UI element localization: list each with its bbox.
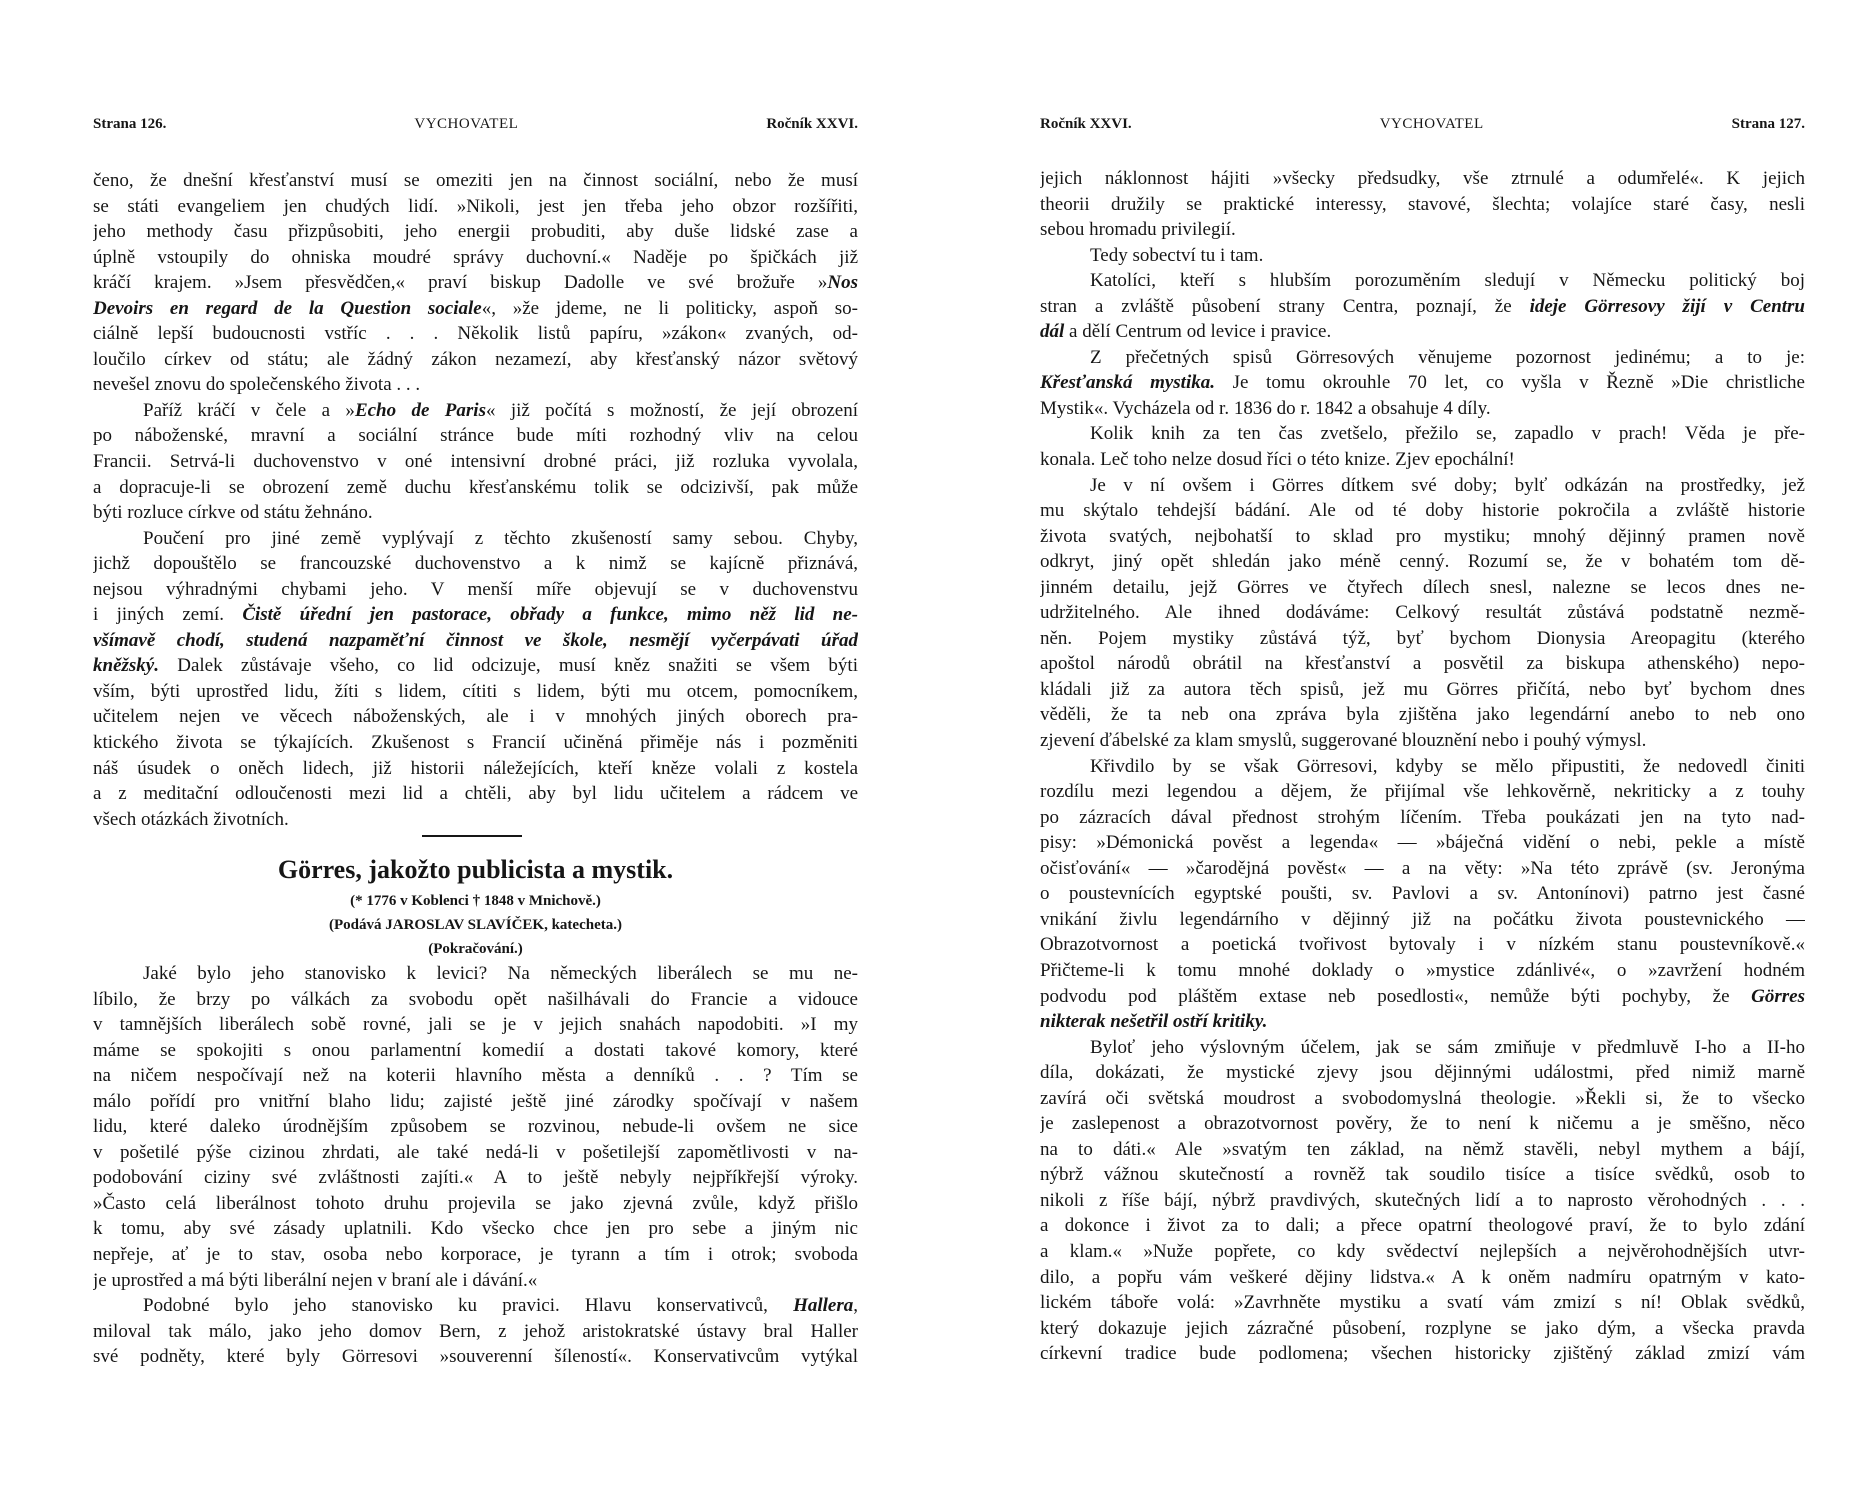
text-line: apoštol národů obrátil na křesťanství a posvětil za biskupa athenského) nepo- [1040,653,1805,675]
text-line: podobování ciziny své zvláštnosti zajíti.« A to ještě nebyly nejpříkřejší výroky. [93,1167,858,1189]
text-line: čeno, že dnešní křesťanství musí se omeziti jen na činnost sociální, nebo že musí [93,170,858,191]
italic-text: Görres [1751,985,1805,1007]
text-segment: Paříž kráčí v čele a » [143,399,355,421]
text-line: kládali již za autora těch spisů, jež mu Görres přičítá, nebo byť bychom dnes [1040,678,1805,700]
text-line: života svatých, nejbohatší to sklad pro mystiku; mnohý dějinný pramen nově [1040,525,1805,547]
text-line: Z přečetných spisů Görresových věnujeme pozornost jedinému; a to je: [1090,346,1805,368]
text-line: pisy: »Démonická pověst a legenda« — »báječná vidění o nebi, pekle a místě [1040,832,1805,854]
text-line: věděli, že ta neb ona zpráva byla zjištěna jako legendární anebo to neb ono [1040,704,1805,726]
text-line: »Často celá liberálnost tohoto druhu projevila se jako zjevná zvůle, když přišlo [93,1192,858,1214]
text-line: ciálně lepší budoucnosti vstříc . . . Několik listů papíru, »zákon« zvaných, od- [93,323,858,345]
text-line: vším, býti uprostřed lidu, žíti s lidem, cítiti s lidem, býti mu otcem, pomocníkem, [93,680,858,702]
text-line: který dokazuje jejich zázračné působení, rozplyne se jako dým, a všecka pravda [1040,1317,1805,1339]
text-line: Katolíci, kteří s hlubším porozuměním sledují v Německu politický boj [1090,270,1805,292]
italic-text: Čistě úřední jen pastorace, obřady a funkce, mimo něž lid ne- [242,604,858,626]
article-continuation: (Pokračování.) [428,941,523,957]
paragraph [1040,268,1805,345]
text-line: theorii družily se praktické interessy, stavové, šlechta; volajíce staré časy, nesli [1040,193,1805,215]
article-text-right [1040,166,1805,1367]
text-line: Byloť jeho výslovným účelem, jak se sám zmiňuje v předmluvě I-ho a II-ho [1090,1036,1805,1058]
text-line: konala. Leč toho nelze dosud říci o této knize. Zjev epochální! [1040,449,1515,471]
text-line: něn. Pojem mystiky zůstává týž, byť bychom Dionysia Areopagitu (kterého [1040,627,1805,649]
text-line: udržitelného. Ale ihned dodáváme: Celkový resultát zůstává podstatně nezmě- [1040,602,1805,624]
text-line [1040,1009,1805,1035]
text-line: po náboženské, mravní a sociální stránce bude míti rozhodný vliv na celou [93,425,858,447]
paragraph [1040,166,1805,243]
text-line [93,296,858,322]
text-line: k tomu, aby své zásady uplatnili. Kdo všecko chce jen pro sebe a jiným nic [93,1218,858,1240]
paragraph [1040,243,1805,269]
left-page-continued-text [93,168,858,832]
italic-text: Echo de Paris [354,399,486,421]
text-segment: i jiných zemí. [93,604,243,626]
paragraph [93,398,858,526]
text-line: sebou hromadu privilegií. [1040,219,1236,241]
text-line: jinném detailu, jejž Görres ve čtyřech dílech snesl, nalezne se lecos dnes ne- [1040,576,1805,598]
text-line: očisťování« — »čarodějná pověst« — a na věty: »Na této zprávě (sv. Jeronýma [1040,857,1805,879]
text-line: jejich náklonnost hájiti »všecky předsudky, vše ztrnulé a odumřelé«. K jejich [1040,168,1805,189]
article-text-left [93,961,858,1370]
text-line: odkryt, jiný opět shledán jako méně cenný. Rozumí se, že v bohatém tom dě- [1040,551,1805,573]
italic-text: dál [1040,321,1065,343]
text-line: a dokonce i život za to dali; a přece opatrní theologové praví, že to bylo zdání [1040,1215,1805,1237]
paragraph [93,961,858,1293]
italic-text: kněžský. [93,655,159,677]
text-line [93,270,858,296]
text-line: a dopracuje-li se obrození země duchu křesťanskému tolik se odcizivší, pak může [93,476,858,498]
italic-text: Devoirs en regard de la Question sociale [93,297,482,319]
text-line [93,398,858,424]
text-line: vnikání živlu legendárního v dějinný již na počátku života poustevnického — [1040,908,1805,930]
text-line: nepřeje, ať je to stav, osoba nebo korporace, je tyrann a tím i otrok; svoboda [93,1244,858,1266]
article-author: (Podává JAROSLAV SLAVÍČEK, katecheta.) [329,917,622,933]
text-segment: Podobné bylo jeho stanovisko ku pravici. Hlavu konservativců, [143,1295,794,1317]
text-segment: Je tomu okrouhle 70 let, co vyšla v Řezně »Die christliche [1214,372,1805,394]
text-line: Jaké bylo jeho stanovisko k levici? Na německých liberálech se mu ne- [143,963,858,984]
text-line [93,628,858,654]
text-line: úplně vstoupily do ohniska moudré správy duchovní.« Naděje po špičkách již [93,246,858,268]
text-line: Je v ní ovšem i Görres dítkem své doby; bylť odkázán na prostředky, jež [1090,474,1805,496]
text-line: zavírá oči světská moudrost a svobodomyslná theologie. »Řekli si, že to všecko [1040,1087,1805,1109]
text-line: jichž dopouštělo se francouzské duchovenstvo a k nimž se kajícně přiznává, [93,553,858,575]
text-line [1040,370,1805,396]
text-line: a klam.« »Nuže popřete, co kdy svědectví nejlepších a nejvěrohodnějších utvr- [1040,1240,1805,1262]
text-line: nejsou výhradnými chybami jeho. V menší míře objevují se v duchovenstvu [93,578,858,600]
text-line: máme se spokojiti s onou parlamentní komedií a dostati takové komory, které [93,1039,858,1061]
paragraph [1040,421,1805,472]
text-segment: Dalek zůstávaje všeho, co lid odcizuje, musí kněz snažiti se všem býti [158,655,858,677]
text-line [93,602,858,628]
text-segment: , [853,1295,858,1317]
text-line: býti rozluce církve od státu žehnáno. [93,502,373,524]
paragraph [93,1293,858,1370]
text-line: na to dáti.« Ale »svatým ten základ, na němž stavěli, nebyl mythem a bájí, [1040,1138,1805,1160]
italic-text: ideje Görresovy žijí v Centru [1529,295,1805,317]
paragraph [1040,754,1805,1035]
left-page-header [93,113,858,135]
text-line: rozdílu mezi legendou a dějem, že přijímal vše lehkověrně, nekriticky a z touhy [1040,781,1805,803]
text-line: mu skýtalo tehdejší bádání. Ale od té doby historie pokročila a zvláště historie [1040,500,1805,522]
right-page-header [1040,113,1805,135]
text-segment: «, »že jdeme, ne li politicky, aspoň so- [481,297,858,319]
article-heading [93,851,858,961]
text-line: líbilo, že brzy po válkách za svobodu opět našilhávali do Francie a vidouce [93,988,858,1010]
text-line: na ničem nespočívají než na koterii hlavního města a denníků . . ? Tím se [93,1065,858,1087]
text-line: učitelem nejen ve věcech náboženských, ale i v mnohých jiných oborech pra- [93,706,858,728]
paragraph [93,168,858,398]
text-line: o poustevnících egyptské poušti, sv. Pavlovi a sv. Antonínovi) patrno jest časné [1040,883,1805,905]
paragraph [1040,345,1805,422]
italic-text: Hallera [793,1295,854,1317]
text-line: Tedy sobectví tu i tam. [1090,244,1264,266]
journal-title: VYCHOVATEL [1379,115,1484,132]
text-segment: podvodu pod pláštěm extase neb posedlosti«, nemůže býti pochyby, že [1040,985,1752,1007]
article-title: Görres, jakožto publicista a mystik. [277,855,674,884]
text-line: Poučení pro jiné země vyplývají z těchto zkušeností samy sebou. Chyby, [143,527,858,549]
text-line: Mystik«. Vycházela od r. 1836 do r. 1842 a obsahuje 4 díly. [1040,397,1491,419]
text-line: zjevení ďábelské za klam smyslů, suggerované blouznění nebo i pouhý výmysl. [1040,730,1647,752]
paragraph [1040,473,1805,754]
text-line [93,1293,858,1319]
text-line: náš úsudek o oněch lidech, již historii náležejících, kteří kněze volali z kostela [93,757,858,779]
text-line [1040,294,1805,320]
text-segment: stran a zvláště působení strany Centra, poznají, že [1040,295,1530,317]
text-line: Křivdilo by se však Görresovi, kdyby se mělo připustiti, že nedovedl činiti [1090,755,1805,777]
page-number: Strana 127. [1731,115,1805,132]
text-line: loučilo církev od státu; ale žádný zákon nezamezí, aby křesťanský názor světový [93,348,858,370]
text-line: Francii. Setrvá-li duchovenstvo v oné intensivní drobné práci, již rozluka vyvolala, [93,451,858,473]
text-line: nevešel znovu do společenského života . . . [93,374,421,396]
text-line: a z meditační odloučenosti mezi lid a chtěli, aby byl lidu učitelem a rádcem ve [93,783,858,805]
text-line: Přičteme-li k tomu mnohé doklady o »mystice zdánlivé«, o »zavržení hodném [1040,959,1805,981]
section-divider [422,835,522,837]
paragraph [1040,1035,1805,1367]
journal-title: VYCHOVATEL [414,115,519,132]
text-line [1040,319,1805,345]
text-line: lidu, které daleko úrodnějším způsobem se rozvinou, nebude-li ovšem ne sice [93,1116,858,1138]
text-line: po zázracích dával přednost strohým líčením. Třeba poukázati jen na tyto nad- [1040,806,1805,828]
text-line: je zaslepenost a obrazotvornost pověry, že to není k ničemu a je směšno, něco [1040,1113,1805,1135]
text-line: všech otázkách životních. [93,808,289,830]
text-line: Kolik knih za ten čas zvetšelo, přežilo se, zapadlo v prach! Věda je pře- [1090,423,1805,445]
text-line: v pošetilé pýše cizinou zhrdati, ale také nedá-li v pošetilejší zapomětlivosti v na- [93,1141,858,1163]
text-line: nikoli z říše bájí, nýbrž pravdivých, skutečných lidí a to naprosto věrohodných . . . [1040,1189,1805,1211]
text-line: jeho methody času přizpůsobiti, jeho energii probuditi, aby duše lidské zase a [93,221,858,243]
text-line: málo pořídí pro vnitřní blaho lidu; zajisté ještě jiné zárodky spočívají v našem [93,1090,858,1112]
text-line: církevní tradice bude podlomena; všechen historicky zjištěný základ zmizí vám [1040,1343,1805,1365]
text-segment: kráčí krajem. »Jsem přesvědčen,« praví biskup Dadolle ve své brožuře » [93,272,828,294]
text-line: miloval tak málo, jako jeho domov Bern, z jehož aristokratské ústavy bral Haller [93,1320,858,1342]
text-line [93,653,858,679]
text-line: ktického života se týkajících. Zkušenost s Francií učiněná přiměje nás i pozměniti [93,732,858,754]
paragraph [93,526,858,833]
text-line: své podněty, které byly Görresovi »souverenní šíleností«. Konservativcům vytýkal [93,1346,858,1368]
text-line: v tamnějších liberálech sobě rovné, jali se je v jejich snahách napodobiti. »I my [93,1014,858,1036]
italic-text: nikterak nešetřil ostří kritiky. [1040,1011,1268,1033]
text-line: díla, dokázati, že mystické zjevy jsou dějinnými událostmi, před nimiž marně [1040,1062,1805,1084]
page-number: Strana 126. [93,115,167,132]
italic-text: Nos [827,272,858,294]
text-segment: « již počítá s možností, že její obrození [485,399,858,421]
text-line: dilo, a popřu vám veškeré dějiny lidstva.« A k oněm nadmíru opatrným v kato- [1040,1266,1805,1288]
article-dates: (* 1776 v Koblenci † 1848 v Mnichově.) [350,893,601,909]
text-line: se státi evangeliem jen chudých lidí. »Nikoli, jest jen třeba jeho obzor rozšířiti, [93,195,858,217]
text-line: Obrazotvornost a poetická tvořivost bytovaly i v nízkém stanu poustevníkově.« [1040,934,1805,956]
text-line: nýbrž vážnou skutečností a rovněž tak soudilo tisíce a tisíce svědků, osob to [1040,1164,1805,1186]
volume-label: Ročník XXVI. [1040,115,1132,132]
italic-text: Křesťanská mystika. [1040,372,1215,394]
text-line [1040,984,1805,1010]
volume-label: Ročník XXVI. [766,115,858,132]
italic-text: všímavě chodí, studená nazpaměťní činnost ve škole, nesmějí vyčerpávati úřad [93,629,858,651]
text-line: lickém táboře volá: »Zavrhněte mystiku a svatí vám zmizí s ní! Oblak svědků, [1040,1292,1805,1314]
text-segment: a dělí Centrum od levice i pravice. [1064,321,1332,343]
text-line: je uprostřed a má býti liberální nejen v braní ale i dávání.« [93,1269,538,1291]
